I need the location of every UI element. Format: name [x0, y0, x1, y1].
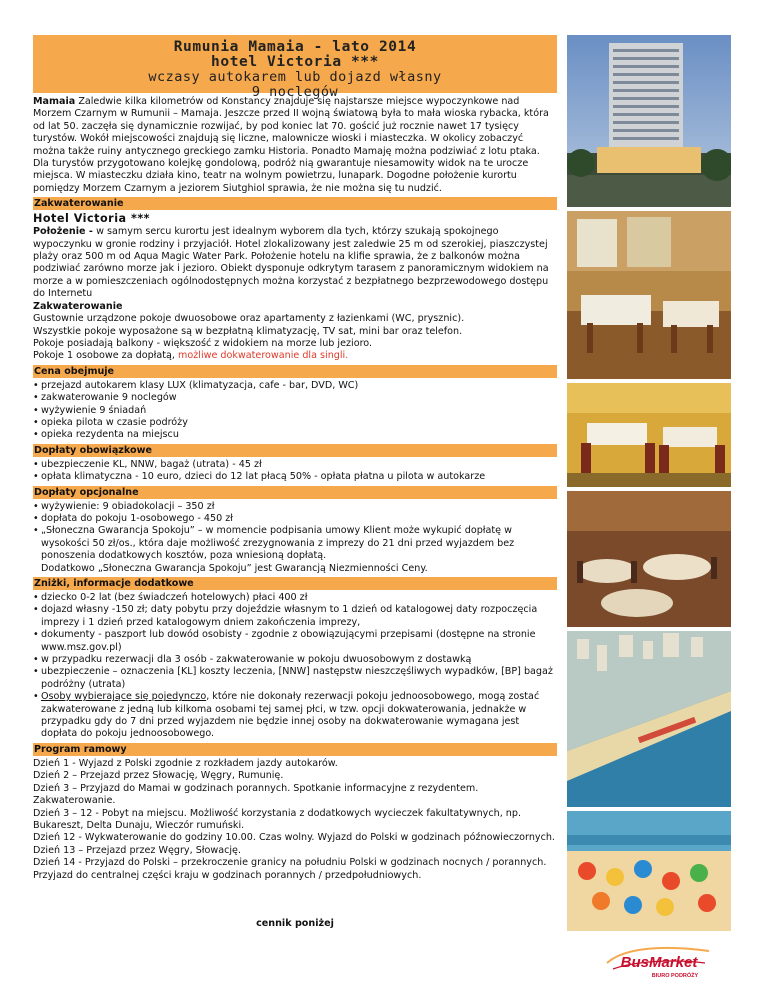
list-item: • dziecko 0-2 lat (bez świadczeń hotelowych) płaci 400 zł: [33, 592, 557, 604]
title-banner: [33, 35, 557, 100]
aerial-beach-photo: [567, 631, 731, 807]
list-item: • ubezpieczenie – oznaczenia [KL] koszty leczenia, [NNW] następstw nieszczęśliwych wypadków, [BP] bagaż podróżny (utrata): [33, 666, 557, 691]
title-line-4: 9 noclegów: [251, 84, 339, 100]
logo-brand: BusMarket: [620, 954, 698, 971]
hotel-name: Hotel Victoria ***: [33, 212, 151, 226]
accommodation-sublabel: [33, 301, 557, 313]
list-item: • przejazd autokarem klasy LUX (klimatyzacja, cafe - bar, DVD, WC): [33, 380, 557, 392]
section-program: Program ramowy: [33, 743, 557, 756]
location-label: Położenie -: [33, 226, 97, 238]
list-item: • dopłata do pokoju 1-osobowego - 450 zł: [33, 513, 557, 525]
section-optional: Dopłaty opcjonalne: [33, 486, 557, 499]
photo-column: [567, 35, 731, 935]
document-body: [33, 35, 557, 930]
single-room-line: [33, 350, 557, 362]
title-line-2: hotel Victoria ***: [211, 54, 379, 70]
list-item: • „Słoneczna Gwarancja Spokoju” – w momencie podpisania umowy Klient może wykupić dopłatę w wysokości 50 zł/os., która daje możliwość zrezygnowania z imprezy do 21 dni przed wyjazdem bez ponoszenia dodatkowych kosztów, poza wniesioną dopłatą.: [33, 525, 557, 562]
list-item: • opłata klimatyczna - 10 euro, dzieci do 12 lat płacą 50% - opłata płatna u pilota w autokarze: [33, 471, 557, 483]
intro-bold: Mamaia: [33, 96, 76, 107]
single-traveller-label: Osoby wybierające się pojedynczo: [41, 691, 207, 703]
list-item: • dojazd własny -150 zł; daty pobytu przy dojeździe własnym to 1 dzień od katalogowej daty rozpoczęcia imprezy i 1 dzień przed katalogowym dniem zakończenia imprezy,: [33, 604, 557, 629]
program-day: Dzień 1 - Wyjazd z Polski zgodnie z rozkładem jazdy autokarów.: [33, 757, 338, 769]
accommodation-sublabel-text: Zakwaterowanie: [33, 300, 123, 312]
title-line-3: wczasy autokarem lub dojazd własny: [148, 69, 442, 85]
list-item: • opieka pilota w czasie podróży: [33, 417, 557, 429]
list-item: • w przypadku rezerwacji dla 3 osób - zakwaterowanie w pokoju dwuosobowym z dostawką: [33, 654, 557, 666]
section-price-includes: Cena obejmuje: [33, 365, 557, 378]
rooms-line-2: Wszystkie pokoje wyposażone są w bezpłatną klimatyzację, TV sat, mini bar oraz telefon.: [33, 325, 463, 337]
rooms-line-1: Gustownie urządzone pokoje dwuosobowe oraz apartamenty z łazienkami (WC, prysznic).: [33, 313, 465, 325]
mandatory-list: [33, 459, 557, 484]
intro-text: Zaledwie kilka kilometrów od Konstancy znajduje się najstarsze miejsce wypoczynkowe nad Morzem Czarnym w Rumunii – Mamaja. Jeszcze przed II wojną światową była to mała wioska rybacka, która od lat 50. zaczęła się dynamicznie rozwijać, by pod koniec lat 70. gościć już rocznie nawet 17 tysięcy turystów. Wokół miejscowości znajdują się liczne, malownicze wioski i miasteczka. W okolicy zobaczyć można także ruiny antycznego greckiego zamku Historia. Ponadto Mamaję można podziwiać z lotu ptaka. Dla turystów przygotowano kolejkę gondolową, podróż nią gwarantuje niesamowity widok na te urocze miejsca. W miasteczku działa kino, teatr na wolnym powietrzu, lunapark. Dogodne położenie kurortu pomiędzy Morzem Czarnym a jeziorem Siutghiol sprawia, że nie można się tu nudzić.: [33, 96, 549, 194]
title-line-1: Rumunia Mamaia - lato 2014: [173, 39, 417, 55]
program-day: Dzień 13 – Przejazd przez Węgry, Słowację.: [33, 844, 242, 856]
program-day: Dzień 14 - Przyjazd do Polski – przekroczenie granicy na południu Polski w godzinach nocnych / porannych. Przyjazd do centralnej części kraju w godzinach porannych / przedpołudniowych.: [33, 857, 547, 881]
program-day: Dzień 12 - Wykwaterowanie do godziny 10.00. Czas wolny. Wyjazd do Polski w godzinach późnowieczornych.: [33, 832, 555, 844]
optional-list: [33, 501, 557, 563]
list-item: [33, 691, 557, 741]
price-list-note: cennik poniżej: [256, 917, 334, 929]
single-traveller-text: , które nie dokonały rezerwacji pokoju jednoosobowego, mogą zostać zakwaterowane z jedną lub kilkoma osobami tej samej płci, w tzw. opcji dokwaterowania, jednakże w przypadku gdy do 7 dni przed wyjazdem nie będzie innej osoby na dokwaterowanie wymagana jest dopłata do pokoju jednoosobowego.: [41, 691, 540, 740]
beach-umbrellas-photo: [567, 811, 731, 931]
list-item: • wyżywienie: 9 obiadokolacji – 350 zł: [33, 501, 557, 513]
program-day: Dzień 3 – 12 - Pobyt na miejscu. Możliwość korzystania z dodatkowych wycieczek fakultatywnych, np. Bukareszt, Delta Dunaju, Wieczór rumuński.: [33, 807, 522, 831]
logo-sub: BIURO PODRÓŻY: [651, 973, 699, 979]
discounts-list: [33, 592, 557, 741]
banquet-hall-photo: [567, 491, 731, 627]
section-discounts: Zniżki, informacje dodatkowe: [33, 577, 557, 590]
section-accommodation: Zakwaterowanie: [33, 197, 557, 210]
rooms-line-3: Pokoje posiadają balkony - większość z widokiem na morze lub jezioro.: [33, 337, 373, 349]
program-day: Dzień 3 – Przyjazd do Mamai w godzinach porannych. Spotkanie informacyjne z rezydentem. Zakwaterowanie.: [33, 782, 479, 807]
list-item: • opieka rezydenta na miejscu: [33, 429, 557, 441]
section-mandatory: Dopłaty obowiązkowe: [33, 444, 557, 457]
single-room-text: Pokoje 1 osobowe za dopłatą,: [33, 350, 179, 362]
intro-paragraph: [33, 96, 557, 195]
hotel-exterior-photo: [567, 35, 731, 207]
list-item: • zakwaterowanie 9 noclegów: [33, 392, 557, 404]
optional-note: Dodatkowo „Słoneczna Gwarancja Spokoju” jest Gwarancją Niezmienności Ceny.: [41, 562, 428, 574]
single-room-note: możliwe dokwaterowanie dla singli.: [178, 350, 349, 362]
location-paragraph: [33, 226, 557, 300]
list-item: • dokumenty - paszport lub dowód osobisty - zgodnie z obowiązującymi przepisami (dostępne na stronie www.msz.gov.pl): [33, 629, 557, 654]
price-includes-list: [33, 380, 557, 442]
busmarket-logo: [605, 945, 713, 981]
location-text: w samym sercu kurortu jest idealnym wyborem dla tych, którzy szukają spokojnego wypoczynku w gronie rodziny i przyjaciół. Hotel zlokalizowany jest zaledwie 25 m od szerokiej, piaszczystej plaży oraz 500 m od Aqua Magic Water Park. Położenie hotelu na klifie sprawia, że z balkonów można podziwiać zarówno morze jak i jezioro. Obiekt dysponuje odkrytym tarasem z panoramicznym widokiem na morze a w pomieszczeniach ogólnodostępnych można korzystać z bezpłatnego bezprzewodowego dostępu do Internetu: [33, 226, 549, 300]
dining-room-photo: [567, 211, 731, 379]
list-item: • wyżywienie 9 śniadań: [33, 405, 557, 417]
program-day: Dzień 2 – Przejazd przez Słowację, Węgry, Rumunię.: [33, 770, 284, 782]
list-item: • ubezpieczenie KL, NNW, bagaż (utrata) - 45 zł: [33, 459, 557, 471]
restaurant-photo: [567, 383, 731, 487]
